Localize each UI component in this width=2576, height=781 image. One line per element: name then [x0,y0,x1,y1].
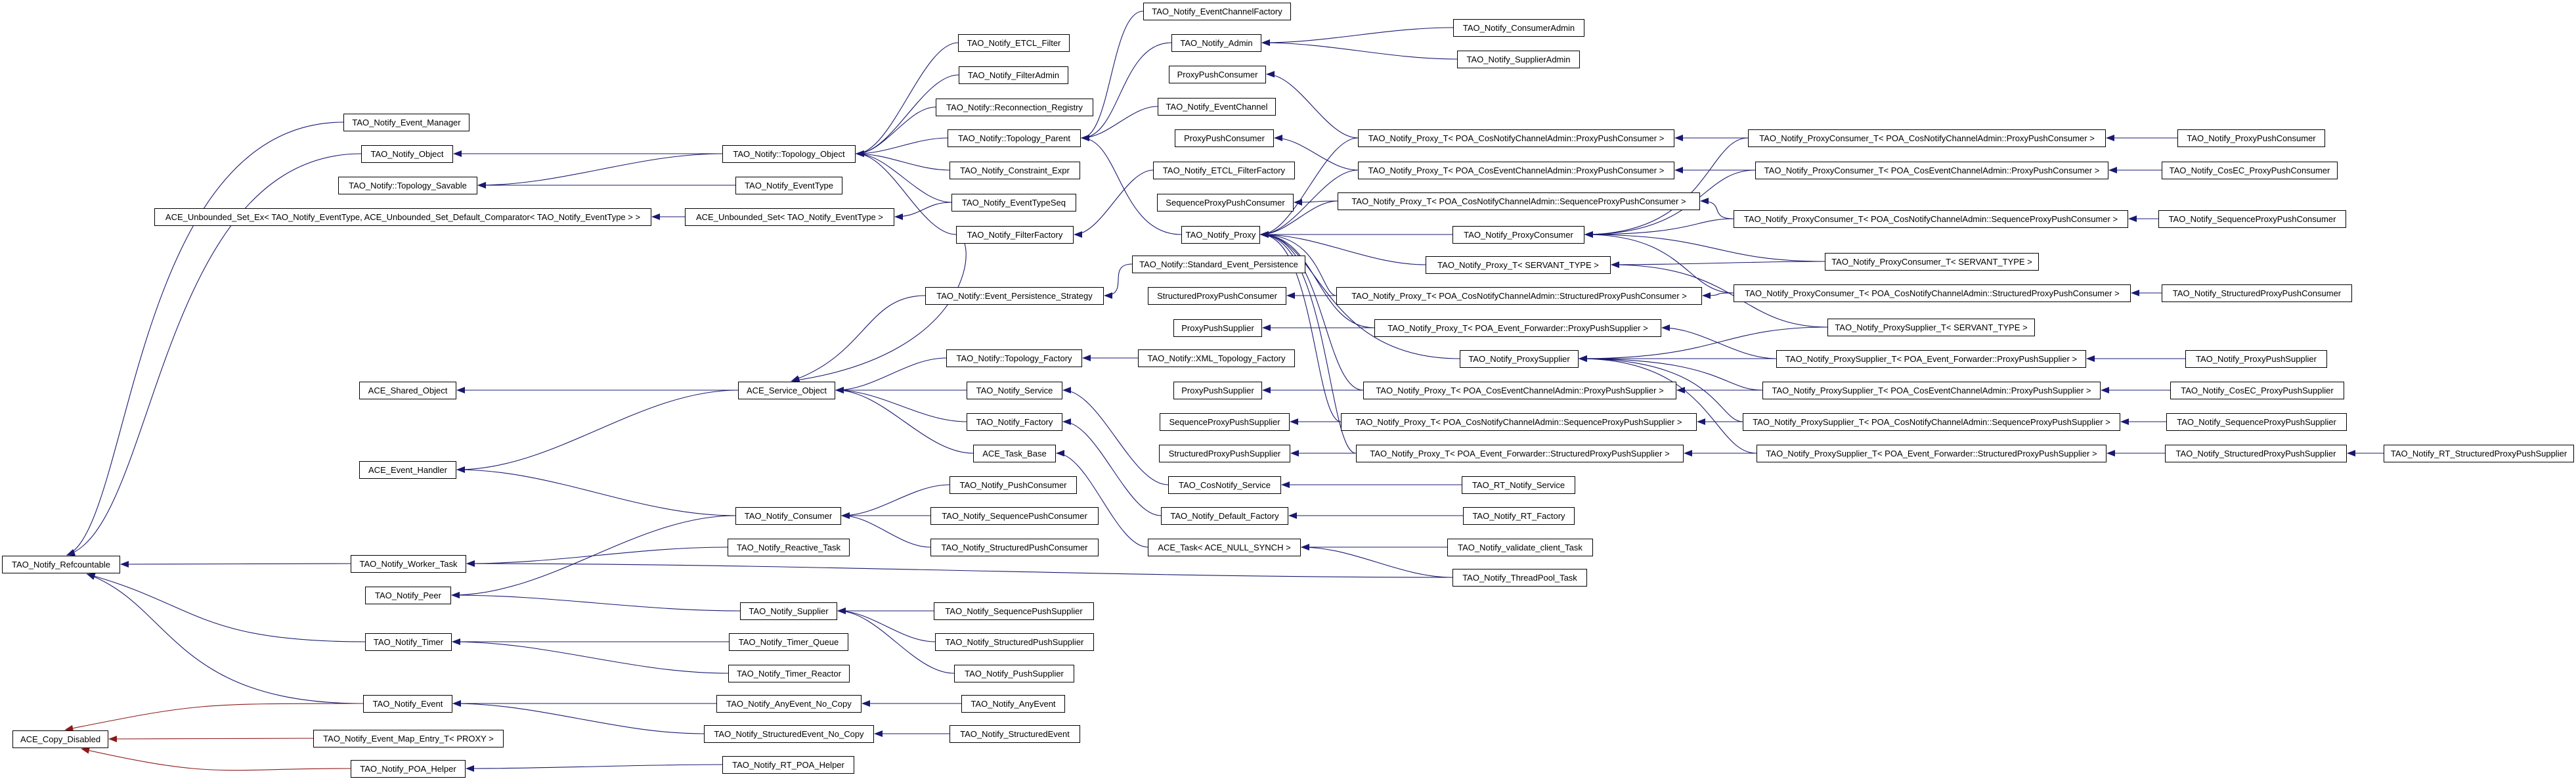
class-node-filteradmin[interactable]: TAO_Notify_FilterAdmin [959,66,1068,84]
class-node-proxy_t_notify_ppc[interactable]: TAO_Notify_Proxy_T< POA_CosNotifyChannelAdmin::ProxyPushConsumer > [1358,129,1674,147]
class-node-topology_savable[interactable]: TAO_Notify::Topology_Savable [338,177,477,194]
class-node-event_manager[interactable]: TAO_Notify_Event_Manager [343,114,469,131]
inheritance-edge [1261,234,1374,328]
class-node-threadpool_task[interactable]: TAO_Notify_ThreadPool_Task [1452,569,1587,587]
class-node-anyevent_no_copy[interactable]: TAO_Notify_AnyEvent_No_Copy [716,695,862,713]
class-node-supplier_admin[interactable]: TAO_Notify_SupplierAdmin [1457,51,1580,68]
class-node-event_channel[interactable]: TAO_Notify_EventChannel [1158,98,1276,116]
class-node-proxy_t_servant[interactable]: TAO_Notify_Proxy_T< SERVANT_TYPE > [1426,256,1611,274]
inheritance-edge [1081,11,1143,138]
inheritance-edge [791,234,966,381]
class-node-notify_object[interactable]: TAO_Notify_Object [361,145,453,163]
class-node-structured_push_consumer[interactable]: TAO_Notify_StructuredPushConsumer [930,539,1099,556]
inheritance-edge [1057,453,1148,547]
class-node-pc_t_structured_ppc[interactable]: TAO_Notify_ProxyConsumer_T< POA_CosNotifyChannelAdmin::StructuredProxyPushConsumer > [1734,284,2131,302]
class-node-rt_factory[interactable]: TAO_Notify_RT_Factory [1463,507,1575,525]
class-node-pps1[interactable]: ProxyPushSupplier [1173,319,1262,337]
class-node-seq_pps[interactable]: TAO_Notify_SequenceProxyPushSupplier [2166,413,2347,431]
class-node-structured_ppc[interactable]: TAO_Notify_StructuredProxyPushConsumer [2162,284,2352,302]
class-node-peer[interactable]: TAO_Notify_Peer [365,587,451,604]
class-node-structured_ppc_skel[interactable]: StructuredProxyPushConsumer [1148,287,1286,305]
class-node-reactive_task[interactable]: TAO_Notify_Reactive_Task [728,539,850,556]
class-node-timer_queue[interactable]: TAO_Notify_Timer_Queue [729,633,848,651]
class-node-notify_service[interactable]: TAO_Notify_Service [967,382,1062,399]
class-node-seq_push_consumer[interactable]: TAO_Notify_SequencePushConsumer [930,507,1099,525]
class-node-ace_task_null[interactable]: ACE_Task< ACE_NULL_SYNCH > [1148,539,1301,556]
class-node-seq_ppc[interactable]: TAO_Notify_SequenceProxyPushConsumer [2158,210,2346,228]
class-node-cosec_pps[interactable]: TAO_Notify_CosEC_ProxyPushSupplier [2170,382,2344,399]
inheritance-edge [838,611,935,642]
class-node-structuredevent[interactable]: TAO_Notify_StructuredEvent [950,725,1080,743]
class-node-notify_factory[interactable]: TAO_Notify_Factory [967,413,1062,431]
class-node-push_supplier[interactable]: TAO_Notify_PushSupplier [954,665,1074,682]
class-node-proxy_t_cosec_pps[interactable]: TAO_Notify_Proxy_T< POA_CosEventChannelAdmin::ProxyPushSupplier > [1363,382,1676,399]
inheritance-edge [466,765,722,769]
inheritance-edge [87,574,365,642]
class-node-pc_t_cosec_ppc[interactable]: TAO_Notify_ProxyConsumer_T< POA_CosEventChannelAdmin::ProxyPushConsumer > [1755,162,2108,179]
class-node-pc_t_servant[interactable]: TAO_Notify_ProxyConsumer_T< SERVANT_TYPE > [1825,253,2039,271]
inheritance-edge [65,703,363,730]
inheritance-edge [467,564,1452,577]
class-node-structuredevent_no_copy[interactable]: TAO_Notify_StructuredEvent_No_Copy [704,725,874,743]
class-node-timer_reactor[interactable]: TAO_Notify_Timer_Reactor [728,665,850,682]
class-node-reconnection_registry[interactable]: TAO_Notify::Reconnection_Registry [936,99,1093,116]
class-node-cosnotify_service[interactable]: TAO_CosNotify_Service [1168,476,1281,494]
class-node-ps_t_servant[interactable]: TAO_Notify_ProxySupplier_T< SERVANT_TYPE > [1827,319,2035,336]
inheritance-edge [1579,359,1757,453]
class-node-structured_pps_skel[interactable]: StructuredProxyPushSupplier [1159,445,1290,462]
class-node-cosec_ppc[interactable]: TAO_Notify_CosEC_ProxyPushConsumer [2162,162,2338,179]
class-node-pps2[interactable]: ProxyPushSupplier [1173,382,1262,399]
class-node-worker_task[interactable]: TAO_Notify_Worker_Task [351,555,466,573]
inheritance-edge [452,595,740,611]
inheritance-edge [836,358,946,390]
class-node-ace_event_handler[interactable]: ACE_Event_Handler [359,461,456,479]
class-node-pc_t_seq_ppc[interactable]: TAO_Notify_ProxyConsumer_T< POA_CosNotifyChannelAdmin::SequenceProxyPushConsumer > [1734,210,2128,228]
class-node-seq_push_supplier[interactable]: TAO_Notify_SequencePushSupplier [934,602,1094,620]
inheritance-edge [1081,43,1171,138]
inheritance-edge [1585,219,1734,234]
class-node-notify_pps[interactable]: TAO_Notify_ProxyPushSupplier [2185,350,2327,368]
inheritance-edge [1104,264,1132,296]
class-node-etcl_filterfactory[interactable]: TAO_Notify_ETCL_FilterFactory [1153,162,1295,179]
class-node-poa_helper[interactable]: TAO_Notify_POA_Helper [351,760,466,778]
inheritance-edge [109,738,313,739]
class-node-event_persistence_strategy[interactable]: TAO_Notify::Event_Persistence_Strategy [925,287,1104,305]
class-node-seq_pps_skel[interactable]: SequenceProxyPushSupplier [1160,413,1290,431]
class-node-topology_factory[interactable]: TAO_Notify::Topology_Factory [946,349,1082,367]
class-node-etcl_filter[interactable]: TAO_Notify_ETCL_Filter [958,34,1070,52]
class-node-ppc2[interactable]: ProxyPushConsumer [1175,129,1274,147]
class-node-filterfactory[interactable]: TAO_Notify_FilterFactory [956,226,1074,244]
class-node-proxy_t_ef_pps[interactable]: TAO_Notify_Proxy_T< POA_Event_Forwarder::ProxyPushSupplier > [1374,319,1661,337]
class-node-proxy_t_seq_pps[interactable]: TAO_Notify_Proxy_T< POA_CosNotifyChannelAdmin::SequenceProxyPushSupplier > [1341,413,1697,431]
class-node-unbounded_set_ex[interactable]: ACE_Unbounded_Set_Ex< TAO_Notify_EventType, ACE_Unbounded_Set_Default_Comparator< TAO_Notify_EventType > > [154,208,651,226]
class-node-admin[interactable]: TAO_Notify_Admin [1171,34,1261,52]
class-node-notify_event[interactable]: TAO_Notify_Event [363,695,452,713]
class-node-notify_ppc[interactable]: TAO_Notify_ProxyPushConsumer [2177,129,2325,147]
class-node-proxy_t_cosec_ppc[interactable]: TAO_Notify_Proxy_T< POA_CosEventChannelAdmin::ProxyPushConsumer > [1358,162,1674,179]
class-node-ecf[interactable]: TAO_Notify_EventChannelFactory [1143,3,1291,20]
class-node-default_factory[interactable]: TAO_Notify_Default_Factory [1161,507,1288,525]
inheritance-edge [1301,547,1452,577]
class-node-ps_t_cosec_pps[interactable]: TAO_Notify_ProxySupplier_T< POA_CosEventChannelAdmin::ProxyPushSupplier > [1762,382,2101,399]
inheritance-edge [856,107,936,154]
class-node-xml_topology_factory[interactable]: TAO_Notify::XML_Topology_Factory [1138,349,1295,367]
inheritance-edge [452,642,728,673]
inheritance-edge [1063,390,1168,485]
class-node-proxysupplier[interactable]: TAO_Notify_ProxySupplier [1460,350,1579,368]
class-node-ps_t_ef_spps[interactable]: TAO_Notify_ProxySupplier_T< POA_Event_Forwarder::StructuredProxyPushSupplier > [1757,445,2107,462]
class-node-topology_parent[interactable]: TAO_Notify::Topology_Parent [948,129,1081,147]
inheritance-edge [842,516,930,547]
inheritance-edge [87,574,363,703]
inheritance-edge [856,138,948,154]
class-node-push_consumer[interactable]: TAO_Notify_PushConsumer [950,476,1077,494]
class-node-rt_poa_helper[interactable]: TAO_Notify_RT_POA_Helper [722,756,854,774]
class-node-unbounded_set[interactable]: ACE_Unbounded_Set< TAO_Notify_EventType > [685,208,894,226]
inheritance-edge [67,122,343,555]
class-node-ace_service_object[interactable]: ACE_Service_Object [738,382,835,399]
class-node-supplier[interactable]: TAO_Notify_Supplier [740,602,837,620]
class-node-proxyconsumer[interactable]: TAO_Notify_ProxyConsumer [1452,226,1584,244]
inheritance-edge [1074,170,1153,234]
inheritance-edge [1081,138,1181,234]
class-node-rt_structured_pps[interactable]: TAO_Notify_RT_StructuredProxyPushSupplier [2384,445,2574,462]
class-node-proxy_t_ef_spps[interactable]: TAO_Notify_Proxy_T< POA_Event_Forwarder::StructuredProxyPushSupplier > [1356,445,1684,462]
inheritance-edge [457,470,735,516]
class-node-topology_object[interactable]: TAO_Notify::Topology_Object [722,145,856,163]
class-node-copy_disabled[interactable]: ACE_Copy_Disabled [12,730,108,748]
inheritance-edge [81,749,351,770]
class-node-rt_notify_service[interactable]: TAO_RT_Notify_Service [1462,476,1575,494]
inheritance-edge [856,154,951,202]
inheritance-edge [1611,261,1825,265]
class-node-consumer_admin[interactable]: TAO_Notify_ConsumerAdmin [1453,19,1584,37]
inheritance-edge [467,547,728,564]
class-node-timer[interactable]: TAO_Notify_Timer [365,633,452,651]
inheritance-edge [478,154,722,185]
class-node-proxy_t_structured_ppc[interactable]: TAO_Notify_Proxy_T< POA_CosNotifyChannelAdmin::StructuredProxyPushConsumer > [1336,287,1702,305]
class-node-eventtype[interactable]: TAO_Notify_EventType [735,177,842,194]
class-node-ace_shared_object[interactable]: ACE_Shared_Object [359,382,456,399]
inheritance-edge [1262,43,1457,59]
class-node-ppc1[interactable]: ProxyPushConsumer [1169,66,1266,83]
class-node-anyevent[interactable]: TAO_Notify_AnyEvent [961,695,1065,713]
class-node-proxy_t_seq_ppc[interactable]: TAO_Notify_Proxy_T< POA_CosNotifyChannelAdmin::SequenceProxyPushConsumer > [1338,192,1700,210]
inheritance-edge [1261,138,1358,234]
class-node-event_map_entry[interactable]: TAO_Notify_Event_Map_Entry_T< PROXY > [313,730,504,748]
inheritance-edge [836,390,967,422]
class-node-structured_push_supplier[interactable]: TAO_Notify_StructuredPushSupplier [935,633,1094,651]
inheritance-edge [1262,28,1453,43]
inheritance-edge [1063,422,1161,516]
inheritance-edge [1701,201,1734,219]
inheritance-edge [457,390,738,470]
class-node-pc_t_notify_ppc[interactable]: TAO_Notify_ProxyConsumer_T< POA_CosNotifyChannelAdmin::ProxyPushConsumer > [1748,129,2106,147]
inheritance-edge [836,390,973,453]
inheritance-edge [1585,138,1748,234]
inheritance-edge [1585,234,1825,261]
inheritance-edge [1267,74,1358,138]
class-node-eventtypeseq[interactable]: TAO_Notify_EventTypeSeq [951,194,1076,212]
class-node-refcountable[interactable]: TAO_Notify_Refcountable [2,556,120,573]
class-node-structured_pps[interactable]: TAO_Notify_StructuredProxyPushSupplier [2165,445,2347,462]
class-node-constraint_expr[interactable]: TAO_Notify_Constraint_Expr [950,162,1080,179]
inheritance-edge [1662,328,1776,359]
class-node-ace_task_base[interactable]: ACE_Task_Base [973,445,1056,462]
class-node-proxy[interactable]: TAO_Notify_Proxy [1181,226,1260,244]
class-node-consumer[interactable]: TAO_Notify_Consumer [735,507,841,525]
class-node-ps_t_seq_pps[interactable]: TAO_Notify_ProxySupplier_T< POA_CosNotifyChannelAdmin::SequenceProxyPushSupplier > [1743,413,2120,431]
class-node-seq_ppc_skel[interactable]: SequenceProxyPushConsumer [1157,194,1294,212]
class-node-ps_t_ef_pps[interactable]: TAO_Notify_ProxySupplier_T< POA_Event_Forwarder::ProxyPushSupplier > [1776,350,2086,368]
class-node-std_event_persistence[interactable]: TAO_Notify::Standard_Event_Persistence [1132,256,1305,273]
class-node-validate_client_task[interactable]: TAO_Notify_validate_client_Task [1447,539,1593,556]
